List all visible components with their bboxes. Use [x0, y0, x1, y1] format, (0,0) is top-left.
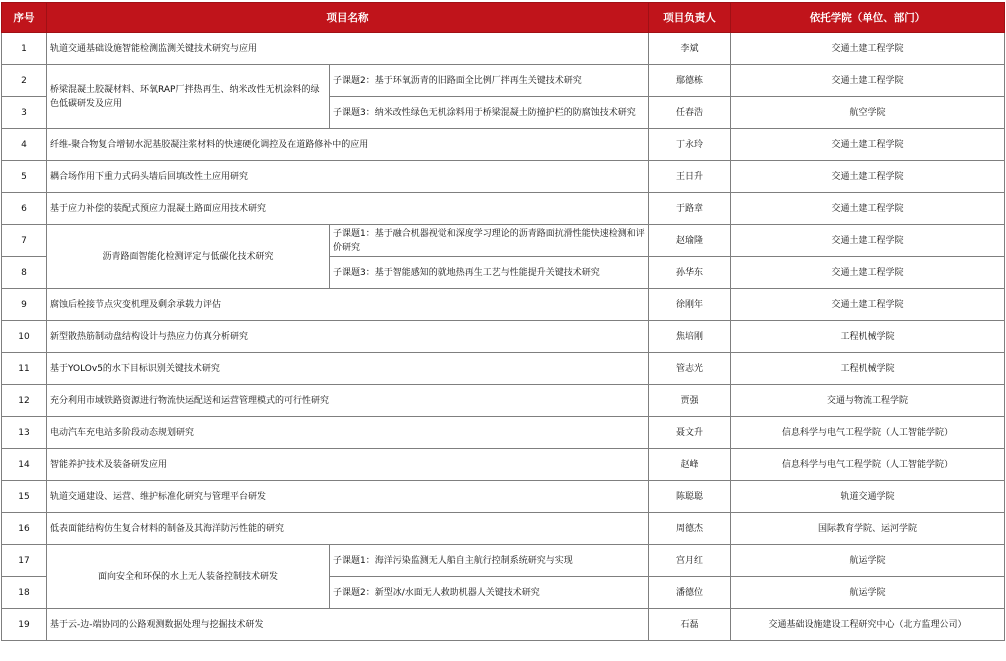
row-project-name: 耦合场作用下重力式码头墙后回填改性土应用研究 — [47, 161, 649, 193]
row-seq: 17 — [2, 545, 47, 577]
row-project-name: 轨道交通建设、运营、维护标准化研究与管理平台研发 — [47, 481, 649, 513]
table-row — [2, 417, 1005, 449]
project-table — [1, 2, 1005, 641]
row-seq: 4 — [2, 129, 47, 161]
row-college: 工程机械学院 — [731, 353, 1005, 385]
row-subproject: 子课题3：纳米改性绿色无机涂料用于桥梁混凝土防撞护栏的防腐蚀技术研究 — [330, 97, 649, 129]
row-seq: 1 — [2, 33, 47, 65]
row-seq: 11 — [2, 353, 47, 385]
header-college: 依托学院（单位、部门） — [731, 3, 1005, 33]
row-seq: 15 — [2, 481, 47, 513]
row-leader: 管志光 — [649, 353, 731, 385]
row-subproject: 子课题1：海洋污染监测无人船自主航行控制系统研究与实现 — [330, 545, 649, 577]
row-project-name: 智能养护技术及装备研发应用 — [47, 449, 649, 481]
row-college: 交通基础设施建设工程研究中心（北方监理公司） — [731, 609, 1005, 641]
header-leader: 项目负责人 — [649, 3, 731, 33]
row-seq: 16 — [2, 513, 47, 545]
row-seq: 14 — [2, 449, 47, 481]
row-leader: 石磊 — [649, 609, 731, 641]
table-row — [2, 513, 1005, 545]
row-leader: 周德杰 — [649, 513, 731, 545]
row-college: 信息科学与电气工程学院（人工智能学院） — [731, 417, 1005, 449]
table-row — [2, 161, 1005, 193]
table-row — [2, 65, 1005, 97]
row-college: 交通土建工程学院 — [731, 65, 1005, 97]
row-leader: 李斌 — [649, 33, 731, 65]
header-row — [2, 3, 1005, 33]
row-project-name: 基于应力补偿的装配式预应力混凝土路面应用技术研究 — [47, 193, 649, 225]
row-project-name: 充分利用市域铁路资源进行物流快运配送和运营管理模式的可行性研究 — [47, 385, 649, 417]
row-parent-project: 桥梁混凝土胶凝材料、环氧RAP厂拌热再生、纳米改性无机涂料的绿色低碳研发及应用 — [47, 65, 330, 129]
table-row — [2, 609, 1005, 641]
row-seq: 9 — [2, 289, 47, 321]
row-subproject: 子课题3：基于智能感知的就地热再生工艺与性能提升关键技术研究 — [330, 257, 649, 289]
row-leader: 孙华东 — [649, 257, 731, 289]
row-leader: 贾强 — [649, 385, 731, 417]
header-project-name: 项目名称 — [47, 3, 649, 33]
table-row — [2, 321, 1005, 353]
row-college: 交通土建工程学院 — [731, 225, 1005, 257]
row-project-name: 电动汽车充电站多阶段动态规划研究 — [47, 417, 649, 449]
row-leader: 陈聪聪 — [649, 481, 731, 513]
table-row — [2, 129, 1005, 161]
row-leader: 焦培刚 — [649, 321, 731, 353]
row-parent-project: 沥青路面智能化检测评定与低碳化技术研究 — [47, 225, 330, 289]
table-row — [2, 193, 1005, 225]
row-seq: 19 — [2, 609, 47, 641]
row-leader: 鄢德栋 — [649, 65, 731, 97]
row-subproject: 子课题2：新型冰/水面无人救助机器人关键技术研究 — [330, 577, 649, 609]
row-seq: 12 — [2, 385, 47, 417]
table-row — [2, 481, 1005, 513]
row-project-name: 腐蚀后栓接节点灾变机理及剩余承载力评估 — [47, 289, 649, 321]
row-leader: 丁永玲 — [649, 129, 731, 161]
row-college: 信息科学与电气工程学院（人工智能学院） — [731, 449, 1005, 481]
row-project-name: 轨道交通基础设施智能检测监测关键技术研究与应用 — [47, 33, 649, 65]
row-college: 航空学院 — [731, 97, 1005, 129]
table-row — [2, 545, 1005, 577]
row-college: 轨道交通学院 — [731, 481, 1005, 513]
row-leader: 于路章 — [649, 193, 731, 225]
row-seq: 5 — [2, 161, 47, 193]
row-subproject: 子课题1：基于融合机器视觉和深度学习理论的沥青路面抗滑性能快速检测和评价研究 — [330, 225, 649, 257]
row-seq: 3 — [2, 97, 47, 129]
row-seq: 6 — [2, 193, 47, 225]
row-leader: 任春浩 — [649, 97, 731, 129]
row-leader: 王日升 — [649, 161, 731, 193]
row-college: 航运学院 — [731, 545, 1005, 577]
row-seq: 13 — [2, 417, 47, 449]
table-row — [2, 225, 1005, 257]
table-row — [2, 449, 1005, 481]
row-project-name: 纤维-聚合物复合增韧水泥基胶凝注浆材料的快速硬化调控及在道路修补中的应用 — [47, 129, 649, 161]
row-seq: 8 — [2, 257, 47, 289]
row-college: 国际教育学院、运河学院 — [731, 513, 1005, 545]
row-parent-project: 面向安全和环保的水上无人装备控制技术研发 — [47, 545, 330, 609]
row-leader: 赵峰 — [649, 449, 731, 481]
row-college: 交通土建工程学院 — [731, 289, 1005, 321]
row-project-name: 新型散热筋制动盘结构设计与热应力仿真分析研究 — [47, 321, 649, 353]
row-leader: 赵瑜隆 — [649, 225, 731, 257]
row-college: 交通土建工程学院 — [731, 129, 1005, 161]
row-college: 交通土建工程学院 — [731, 193, 1005, 225]
row-seq: 10 — [2, 321, 47, 353]
row-seq: 18 — [2, 577, 47, 609]
row-college: 交通土建工程学院 — [731, 33, 1005, 65]
row-project-name: 基于YOLOv5的水下目标识别关键技术研究 — [47, 353, 649, 385]
row-college: 工程机械学院 — [731, 321, 1005, 353]
row-college: 航运学院 — [731, 577, 1005, 609]
row-project-name: 基于云-边-端协同的公路观测数据处理与挖掘技术研发 — [47, 609, 649, 641]
row-college: 交通与物流工程学院 — [731, 385, 1005, 417]
header-seq: 序号 — [2, 3, 47, 33]
table-row — [2, 385, 1005, 417]
table-row — [2, 353, 1005, 385]
row-project-name: 低表面能结构仿生复合材料的制备及其海洋防污性能的研究 — [47, 513, 649, 545]
row-college: 交通土建工程学院 — [731, 257, 1005, 289]
row-seq: 7 — [2, 225, 47, 257]
row-subproject: 子课题2：基于环氧沥青的旧路面全比例厂拌再生关键技术研究 — [330, 65, 649, 97]
row-leader: 聂文升 — [649, 417, 731, 449]
table-row — [2, 289, 1005, 321]
table-row — [2, 33, 1005, 65]
row-seq: 2 — [2, 65, 47, 97]
row-leader: 徐刚年 — [649, 289, 731, 321]
row-leader: 宫月红 — [649, 545, 731, 577]
row-leader: 潘德位 — [649, 577, 731, 609]
row-college: 交通土建工程学院 — [731, 161, 1005, 193]
